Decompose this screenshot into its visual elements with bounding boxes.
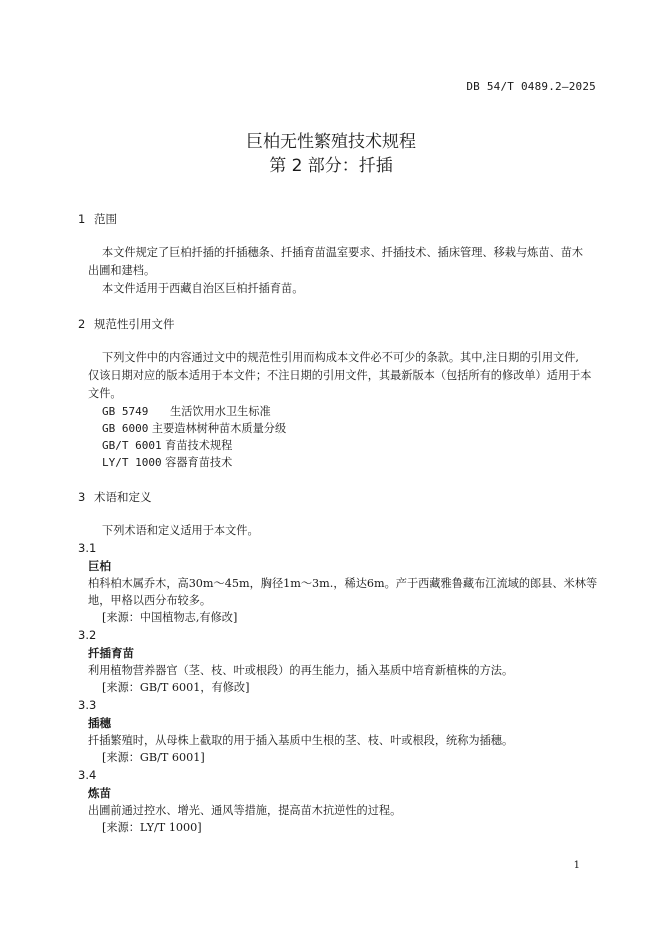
document-number: DB 54/T 0489.2—2025 bbox=[466, 80, 596, 93]
term-number: 3.1 bbox=[78, 541, 97, 555]
paragraph-line: 仅该日期对应的版本适用于本文件；不注日期的引用文件，其最新版本（包括所有的修改单）适用于本 bbox=[88, 369, 592, 382]
reference-code: GB 6000 bbox=[102, 422, 149, 435]
paragraph-line: 文件。 bbox=[88, 387, 122, 400]
reference-item bbox=[102, 420, 286, 436]
document-title: 巨柏无性繁殖技术规程 bbox=[246, 132, 416, 152]
section-number: 2 bbox=[78, 317, 86, 331]
term-source: [来源：GB/T 6001] bbox=[102, 751, 205, 764]
reference-title: 主要造林树种苗木质量分级 bbox=[151, 422, 287, 435]
term-definition-line: 扦插繁殖时，从母株上截取的用于插入基质中生根的茎、枝、叶或根段，统称为插穗。 bbox=[88, 734, 514, 747]
reference-code: GB/T 6001 bbox=[102, 439, 162, 452]
section-title: 术语和定义 bbox=[94, 490, 152, 504]
reference-title: 生活饮用水卫生标准 bbox=[170, 405, 271, 418]
section-number: 1 bbox=[78, 212, 86, 226]
term-name: 巨柏 bbox=[88, 559, 111, 573]
term-definition-line: 出圃前通过控水、增光、通风等措施，提高苗木抗逆性的过程。 bbox=[88, 804, 402, 817]
reference-code: GB 5749 bbox=[102, 405, 149, 418]
term-definition-line: 利用植物营养器官（茎、枝、叶或根段）的再生能力，插入基质中培育新植株的方法。 bbox=[88, 664, 514, 677]
paragraph-line: 本文件规定了巨柏扦插的扦插穗条、扦插育苗温室要求、扦插技术、插床管理、移栽与炼苗、苗木 bbox=[102, 246, 584, 259]
document-subtitle: 第 2 部分：扦插 bbox=[269, 156, 393, 176]
reference-title: 容器育苗技术 bbox=[165, 456, 233, 469]
reference-item bbox=[102, 454, 232, 470]
reference-title: 育苗技术规程 bbox=[165, 439, 233, 452]
reference-item bbox=[102, 437, 232, 453]
paragraph-line: 下列术语和定义适用于本文件。 bbox=[102, 524, 259, 537]
section-title: 规范性引用文件 bbox=[94, 317, 175, 331]
term-name: 炼苗 bbox=[88, 786, 111, 800]
reference-item bbox=[102, 403, 271, 419]
term-source: [来源：GB/T 6001，有修改] bbox=[102, 681, 250, 694]
term-name: 插穗 bbox=[88, 716, 111, 730]
paragraph-line: 本文件适用于西藏自治区巨柏扦插育苗。 bbox=[102, 282, 304, 295]
section-title: 范围 bbox=[94, 212, 117, 226]
term-number: 3.4 bbox=[78, 768, 97, 782]
term-source: [来源：LY/T 1000] bbox=[102, 821, 202, 834]
paragraph-line: 出圃和建档。 bbox=[88, 264, 156, 277]
section-heading-normative-references bbox=[78, 316, 175, 332]
term-number: 3.3 bbox=[78, 698, 97, 712]
section-heading-scope bbox=[78, 211, 117, 227]
section-number: 3 bbox=[78, 490, 86, 504]
reference-code: LY/T 1000 bbox=[102, 456, 162, 469]
page-number: 1 bbox=[573, 860, 580, 871]
term-definition-line: 柏科柏木属乔木，高30m～45m，胸径1m～3m.，稀达6m。产于西藏雅鲁藏布江流域的郎县、米林等 bbox=[88, 577, 598, 590]
term-number: 3.2 bbox=[78, 628, 97, 642]
term-definition-line: 地，甲格以西分布较多。 bbox=[88, 594, 212, 607]
paragraph-line: 下列文件中的内容通过文中的规范性引用而构成本文件必不可少的条款。其中,注日期的引用文件, bbox=[102, 351, 579, 364]
term-name: 扦插育苗 bbox=[88, 646, 134, 660]
term-source: [来源：中国植物志,有修改] bbox=[102, 611, 238, 624]
section-heading-terms-definitions bbox=[78, 489, 152, 505]
